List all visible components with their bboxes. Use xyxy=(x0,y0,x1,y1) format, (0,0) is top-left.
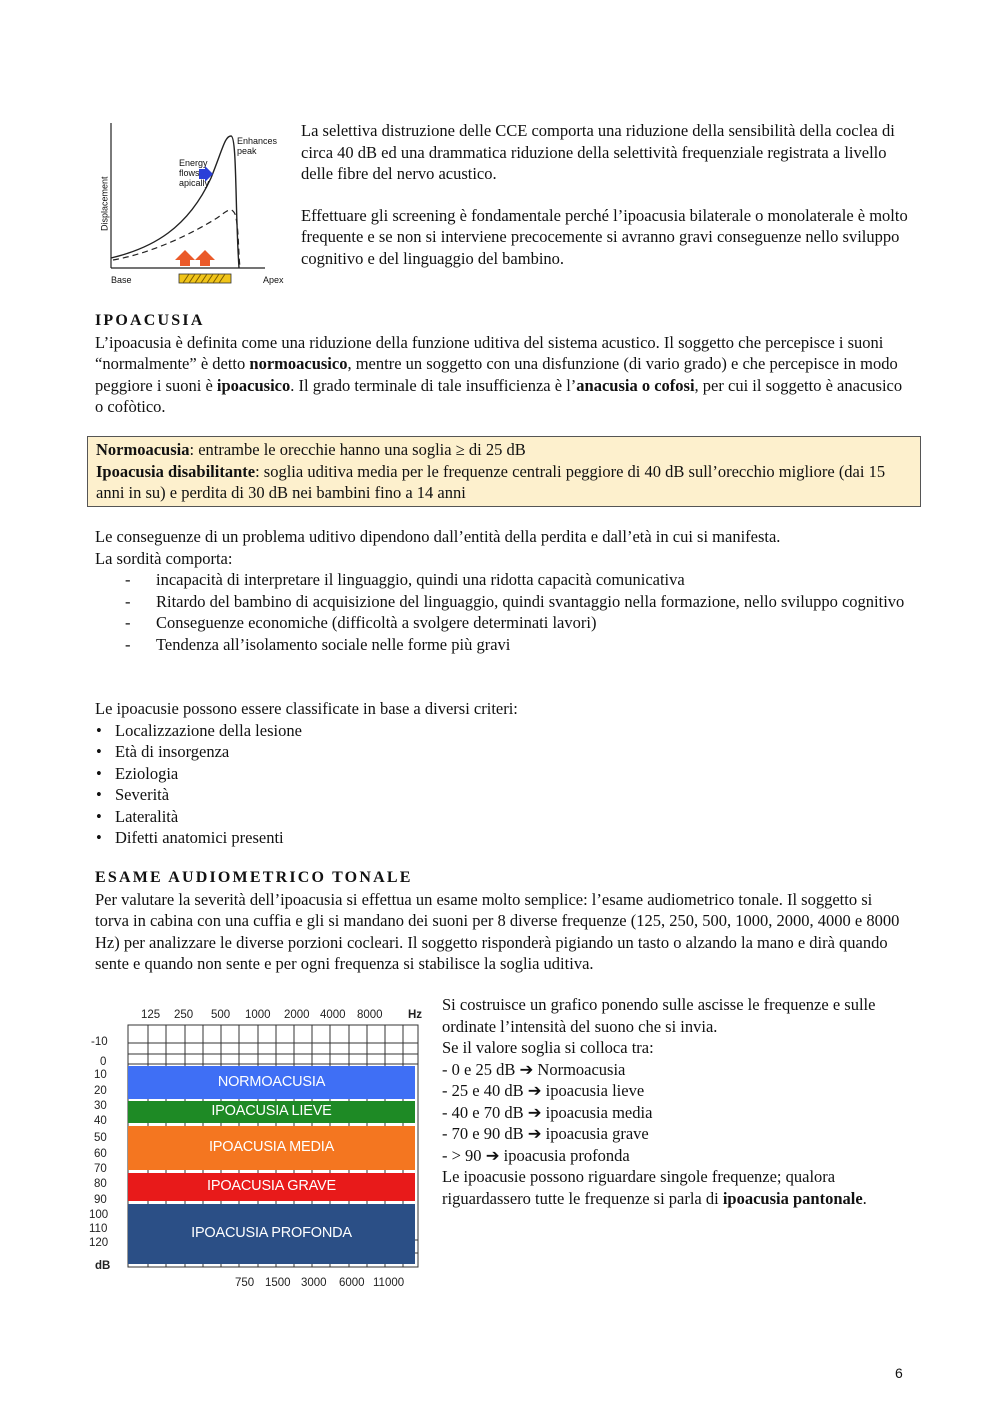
audiogram-explanation xyxy=(442,994,902,1209)
freq-label-bottom: 750 xyxy=(235,1277,255,1289)
db-label: 30 xyxy=(94,1100,107,1112)
list-item: • Eziologia xyxy=(96,763,179,783)
freq-label-bottom: 1500 xyxy=(265,1277,291,1289)
db-label: 40 xyxy=(94,1115,107,1127)
arrow-icon: ➔ xyxy=(527,1081,542,1100)
section-heading: IPOACUSIA xyxy=(95,312,205,329)
energy-annotation: Energy flows apically xyxy=(179,158,210,188)
db-label: 110 xyxy=(89,1223,108,1235)
list-item: • Localizzazione della lesione xyxy=(96,720,302,740)
freq-label-top: 500 xyxy=(211,1009,231,1021)
freq-label-bottom: 6000 xyxy=(339,1277,365,1289)
definition-normoacusia: Normoacusia: entrambe le orecchie hanno una soglia ≥ di 25 dB xyxy=(96,440,526,459)
audiogram-text-line-1: Si costruisce un grafico ponendo sulle ascisse le frequenze e sulle ordinate l’intensità del suono che si invia. xyxy=(442,995,876,1036)
list-item: - Tendenza all’isolamento sociale nelle forme più gravi xyxy=(125,634,511,654)
db-label: 20 xyxy=(94,1085,107,1097)
section-esame xyxy=(95,867,905,975)
cochlea-displacement-figure xyxy=(93,118,293,288)
db-label: 50 xyxy=(94,1132,107,1144)
y-axis-label: Displacement xyxy=(99,176,110,232)
list-item: • Severità xyxy=(96,785,170,804)
band-ipoacusia-media: IPOACUSIA MEDIA xyxy=(128,1126,415,1170)
list-item: - incapacità di interpretare il linguaggio, quindi una ridotta capacità comunicativa xyxy=(125,570,685,589)
db-label: 100 xyxy=(89,1209,109,1221)
arrow-icon: ➔ xyxy=(527,1124,542,1143)
db-label: 70 xyxy=(94,1163,107,1175)
db-label: 10 xyxy=(94,1069,107,1081)
freq-label-bottom: 11000 xyxy=(373,1277,405,1289)
consequences-line-2: La sordità comporta: xyxy=(95,548,233,568)
freq-label-top: 4000 xyxy=(320,1009,346,1021)
freq-label-bottom: 3000 xyxy=(301,1277,327,1289)
freq-label-top: 8000 xyxy=(357,1009,383,1021)
db-unit-label: dB xyxy=(95,1260,111,1272)
section-heading: ESAME AUDIOMETRICO TONALE xyxy=(95,869,413,886)
band-ipoacusia-grave: IPOACUSIA GRAVE xyxy=(128,1173,415,1201)
consequences-block xyxy=(95,526,905,655)
band-ipoacusia-lieve: IPOACUSIA LIEVE xyxy=(128,1101,415,1123)
classification-block xyxy=(95,698,905,849)
ipoacusia-definition: L’ipoacusia è definita come una riduzione della funzione uditiva del sistema acustico. Il soggetto che percepisce i suoni “normalmente” è detto normoacusico, mentre un soggetto con una disfunzione (di vario grado) e che percepisce in modo peggiore i suoni è ipoacusico. Il grado terminale di tale insufficienza è l’anacusia o cofosi, per cui il soggetto è anacusico o cofòtico. xyxy=(95,332,903,416)
freq-label-top: 125 xyxy=(141,1009,161,1021)
peak-annotation: Enhances peak xyxy=(237,136,278,156)
range-item: - 40 e 70 dB ➔ ipoacusia media xyxy=(442,1102,653,1122)
freq-label-top: 1000 xyxy=(245,1009,271,1021)
freq-label-top: 250 xyxy=(174,1009,194,1021)
db-label: 90 xyxy=(94,1194,107,1206)
intro-text xyxy=(301,120,911,269)
db-label: -10 xyxy=(91,1036,108,1048)
range-item: - > 90 ➔ ipoacusia profonda xyxy=(442,1145,630,1165)
audiogram-text-line-2: Se il valore soglia si colloca tra: xyxy=(442,1038,654,1057)
freq-label-top: 2000 xyxy=(284,1009,310,1021)
arrow-icon: ➔ xyxy=(527,1102,542,1122)
range-item: - 25 e 40 dB ➔ ipoacusia lieve xyxy=(442,1081,645,1100)
range-item: - 70 e 90 dB ➔ ipoacusia grave xyxy=(442,1124,649,1143)
classification-intro: Le ipoacusie possono essere classificate in base a diversi criteri: xyxy=(95,699,518,718)
band-ipoacusia-profonda: IPOACUSIA PROFONDA xyxy=(128,1204,415,1264)
intro-paragraph-1: La selettiva distruzione delle CCE comporta una riduzione della sensibilità della coclea di circa 40 dB ed una drammatica riduzione della selettività frequenziale registrata a livello delle fibre del nervo acustico. xyxy=(301,121,895,183)
db-label: 60 xyxy=(94,1148,107,1160)
definition-ipoacusia-disabilitante: Ipoacusia disabilitante: soglia uditiva media per le frequenze centrali peggiore di 40 dB sull’orecchio migliore (dai 15 anni in su) e perdita di 30 dB nei bambini fino a 14 anni xyxy=(96,461,886,502)
list-item: - Ritardo del bambino di acquisizione del linguaggio, quindi svantaggio nella formazione, nello sviluppo cognitivo xyxy=(125,591,905,611)
esame-paragraph: Per valutare la severità dell’ipoacusia si effettua un esame molto semplice: l’esame audiometrico tonale. Il soggetto si torva in cabina con una cuffia e gli si mandano dei suoni per 8 diverse frequenze (125, 250, 500, 1000, 2000, 4000 e 8000 Hz) per analizzare le diverse porzioni cocleari. Il soggetto risponderà pigiando un tasto o alzando la mano e dirà quando sente e quando non sente e per ogni frequenza si stabilisce la soglia uditiva. xyxy=(95,889,900,973)
consequences-list xyxy=(95,569,905,655)
intro-paragraph-2: Effettuare gli screening è fondamentale perché l’ipoacusia bilaterale o monolaterale è molto frequente e se non si interviene precocemente si avranno gravi conseguenze nello sviluppo cognitivo e del linguaggio del bambino. xyxy=(301,205,908,268)
db-label: 120 xyxy=(89,1237,109,1249)
arrow-icon: ➔ xyxy=(485,1145,500,1165)
range-item: - 0 e 25 dB ➔ Normoacusia xyxy=(442,1059,626,1079)
list-item: • Età di insorgenza xyxy=(96,742,230,761)
db-label: 0 xyxy=(100,1056,107,1068)
band-normoacusia: NORMOACUSIA xyxy=(128,1066,415,1099)
freq-unit-label: Hz xyxy=(408,1009,423,1021)
section-ipoacusia xyxy=(95,310,905,418)
x-axis-base: Base xyxy=(111,275,132,285)
list-item: • Difetti anatomici presenti xyxy=(96,828,284,847)
db-label: 80 xyxy=(94,1178,107,1190)
list-item: • Lateralità xyxy=(96,806,179,826)
definition-box xyxy=(87,436,921,507)
arrow-icon: ➔ xyxy=(519,1059,534,1079)
list-item: - Conseguenze economiche (difficoltà a svolgere determinati lavori) xyxy=(125,613,597,632)
audiogram-text-last: Le ipoacusie possono riguardare singole frequenze; qualora riguardassero tutte le frequenze si parla di ipoacusia pantonale. xyxy=(442,1167,867,1208)
classification-list xyxy=(95,720,905,849)
x-axis-apex: Apex xyxy=(263,275,284,285)
consequences-line-1: Le conseguenze di un problema uditivo dipendono dall’entità della perdita e dall’età in cui si manifesta. xyxy=(95,527,781,546)
page-number: 6 xyxy=(895,1365,903,1381)
